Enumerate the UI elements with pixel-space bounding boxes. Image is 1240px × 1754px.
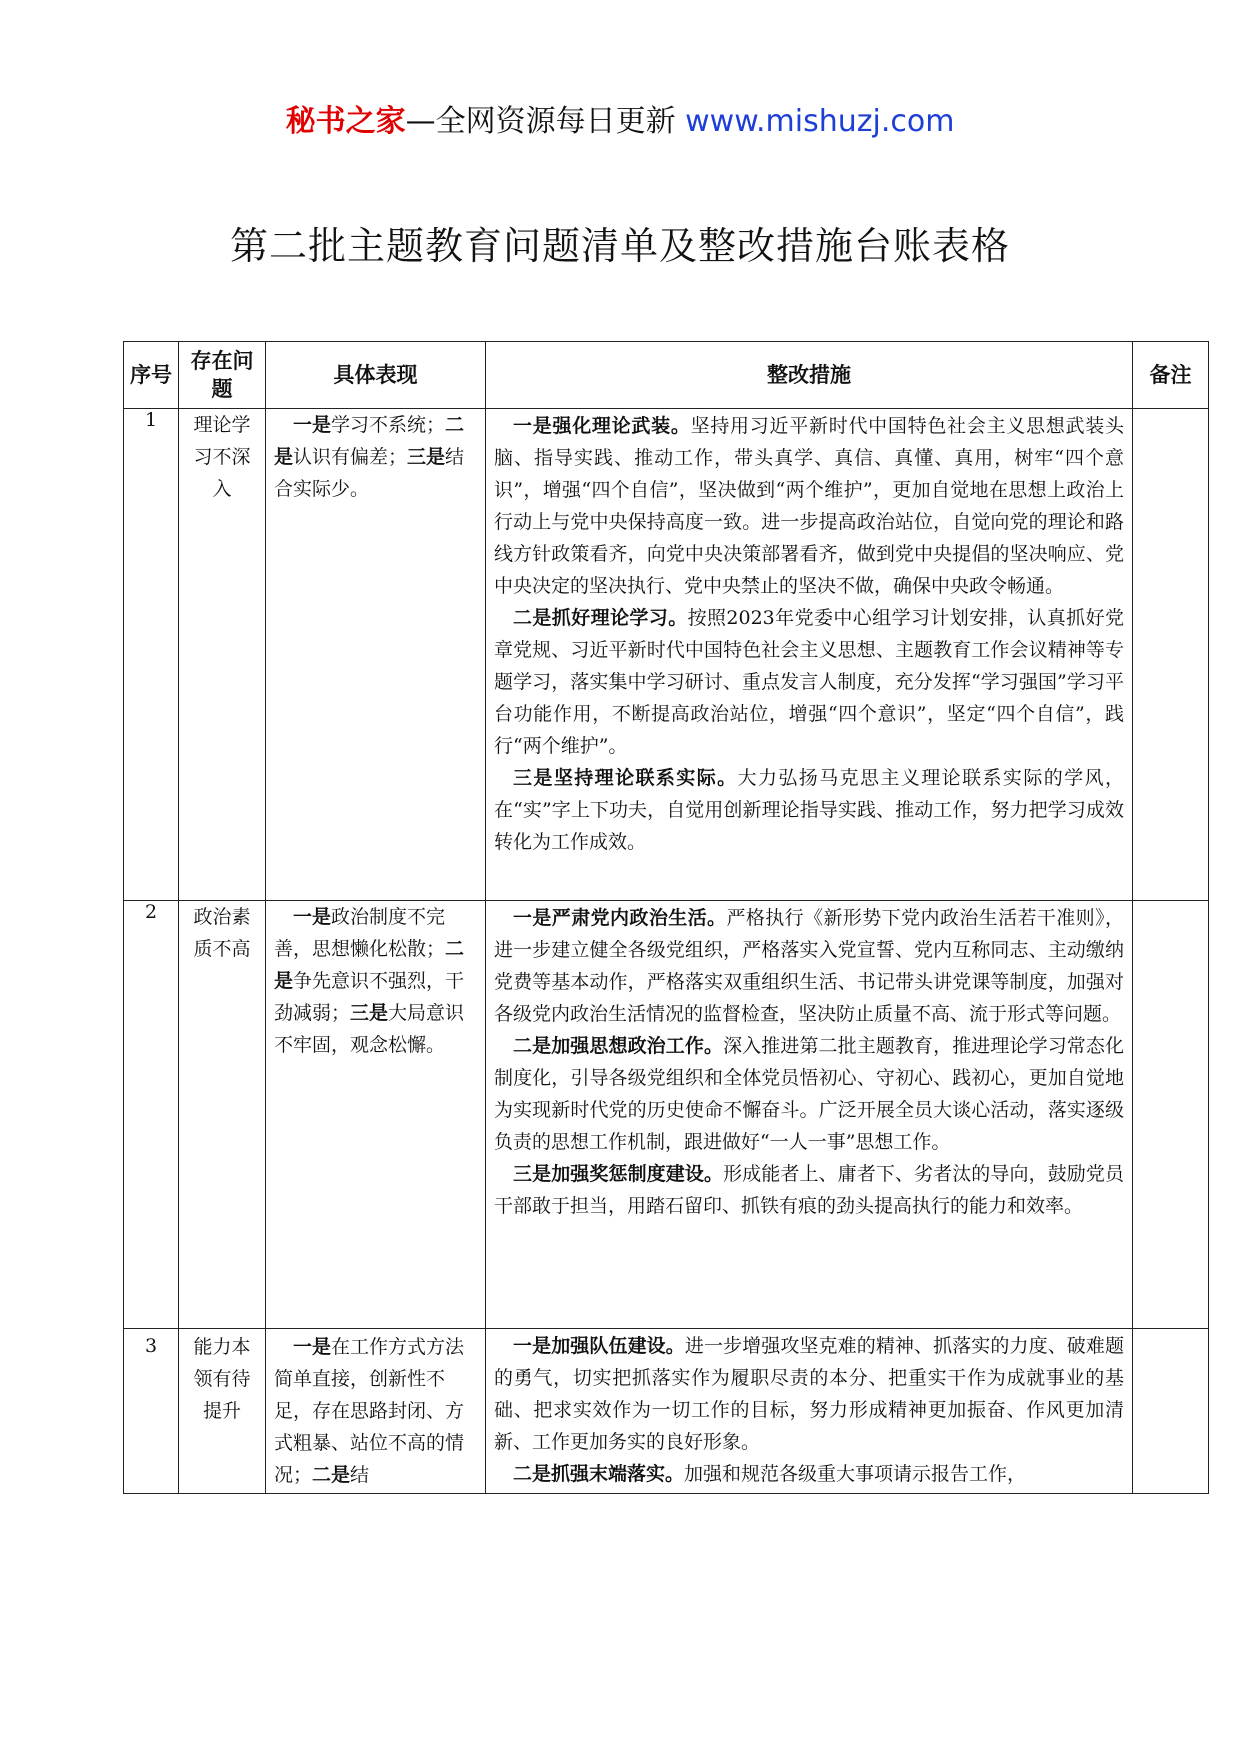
header-note: 备注 [1133,342,1209,409]
document-title: 第二批主题教育问题清单及整改措施台账表格 [229,224,1010,268]
measure-paragraph [494,762,1124,858]
table-header-row [124,342,1209,409]
measure-lead: 一是加强队伍建设。 [513,1335,685,1357]
detail-lead: 二是 [274,938,465,992]
detail-lead: 一是 [293,1336,332,1358]
banner-slogan: —全网资源每日更新 [405,104,686,139]
measure-lead: 二是加强思想政治工作。 [513,1035,724,1057]
site-url-link[interactable]: www.mishuzj.com [685,104,955,139]
header-num: 序号 [124,342,179,409]
detail-lead: 三是 [407,446,446,468]
detail-text: 学习不系统； [331,414,446,436]
measure-text: 大力弘扬马克思主义理论联系实际的学风，在“实”字上下功夫，自觉用创新理论指导实践、推动工作，努力把学习成效转化为工作成效。 [494,767,1124,853]
measure-lead: 二是抓强末端落实。 [513,1463,685,1485]
detail-text: 争先意识不强烈，干劲减弱； [274,970,465,1024]
table-row [124,1329,1209,1494]
measure-paragraph [494,1458,1124,1490]
detail-lead: 一是 [293,414,332,436]
measure-paragraph [494,410,1124,602]
measure-text: 坚持用习近平新时代中国特色社会主义思想武装头脑、指导实践、推动工作，带头真学、真信、真懂、真用，树牢“四个意识”，增强“四个自信”，坚决做到“两个维护”，更加自觉地在思想上政治上行动上与党中央保持高度一致。进一步提高政治站位，自觉向党的理论和路线方针政策看齐，向党中央决策部署看齐，做到党中央提倡的坚决响应、党中央决定的坚决执行、党中央禁止的坚决不做，确保中央政令畅通。 [494,415,1124,597]
measure-lead: 一是严肃党内政治生活。 [513,907,727,929]
measure-text: 加强和规范各级重大事项请示报告工作， [684,1463,1027,1485]
measure-paragraph [494,1030,1124,1158]
detail-text: 大局意识不牢固，观念松懈。 [274,1002,465,1056]
measure-paragraph [494,902,1124,1030]
row-number: 3 [124,1329,179,1494]
brand-name: 秘书之家 [285,104,406,139]
detail-lead: 二是 [312,1464,351,1486]
row-issue: 能力本领有待提升 [179,1329,266,1494]
detail-lead: 一是 [293,906,332,928]
row-note [1133,1329,1209,1494]
detail-text: 认识有偏差； [293,446,408,468]
row-issue: 理论学习不深入 [179,409,266,901]
row-detail [266,901,486,1329]
measure-text: 按照2023年党委中心组学习计划安排，认真抓好党章党规、习近平新时代中国特色社会主义思想、主题教育工作会议精神等专题学习，落实集中学习研讨、重点发言人制度，充分发挥“学习强国”学习平台功能作用，不断提高政治站位，增强“四个意识”，坚定“四个自信”，践行“两个维护”。 [494,607,1124,757]
ledger-table [123,341,1209,1494]
measure-paragraph [494,1158,1124,1222]
row-note [1133,901,1209,1329]
row-number: 2 [124,901,179,1329]
measure-lead: 二是抓好理论学习。 [513,607,688,629]
row-detail [266,1329,486,1494]
detail-text: 在工作方式方法简单直接，创新性不足，存在思路封闭、方式粗暴、站位不高的情况； [274,1336,465,1486]
measure-paragraph [494,602,1124,762]
row-measures [486,901,1133,1329]
row-note [1133,409,1209,901]
measure-text: 进一步增强攻坚克难的精神、抓落实的力度、破难题的勇气，切实把抓落实作为履职尽责的本分、把重实干作为成就事业的基础、把求实效作为一切工作的目标，努力形成精神更加振奋、作风更加清新、工作更加务实的良好形象。 [494,1335,1124,1453]
detail-text: 结合实际少。 [274,446,465,500]
measure-text: 严格执行《新形势下党内政治生活若干准则》，进一步建立健全各级党组织，严格落实入党宣誓、党内互称同志、主动缴纳党费等基本动作，严格落实双重组织生活、书记带头讲党课等制度，加强对各级党内政治生活情况的监督检查，坚决防止质量不高、流于形式等问题。 [494,907,1124,1025]
detail-text: 政治制度不完善，思想懒化松散； [274,906,446,960]
table-row [124,901,1209,1329]
measure-lead: 一是强化理论武装。 [513,415,691,437]
measure-lead: 三是坚持理论联系实际。 [513,767,738,789]
measure-paragraph [494,1330,1124,1458]
row-measures [486,409,1133,901]
detail-lead: 三是 [350,1002,389,1024]
row-number: 1 [124,409,179,901]
measure-text: 深入推进第二批主题教育，推进理论学习常态化制度化，引导各级党组织和全体党员悟初心、守初心、践初心，更加自觉地为实现新时代党的历史使命不懈奋斗。广泛开展全员大谈心活动，落实逐级负责的思想工作机制，跟进做好“一人一事”思想工作。 [494,1035,1124,1153]
row-issue: 政治素质不高 [179,901,266,1329]
header-issue: 存在问题 [179,342,266,409]
row-measures [486,1329,1133,1494]
detail-text: 结 [350,1464,370,1486]
detail-lead: 二是 [274,414,465,468]
table-row [124,409,1209,901]
site-banner [0,100,1240,144]
header-detail: 具体表现 [266,342,486,409]
measure-text: 形成能者上、庸者下、劣者汰的导向，鼓励党员干部敢于担当，用踏石留印、抓铁有痕的劲头提高执行的能力和效率。 [494,1163,1124,1217]
row-detail [266,409,486,901]
measure-lead: 三是加强奖惩制度建设。 [513,1163,724,1185]
header-measure: 整改措施 [486,342,1133,409]
